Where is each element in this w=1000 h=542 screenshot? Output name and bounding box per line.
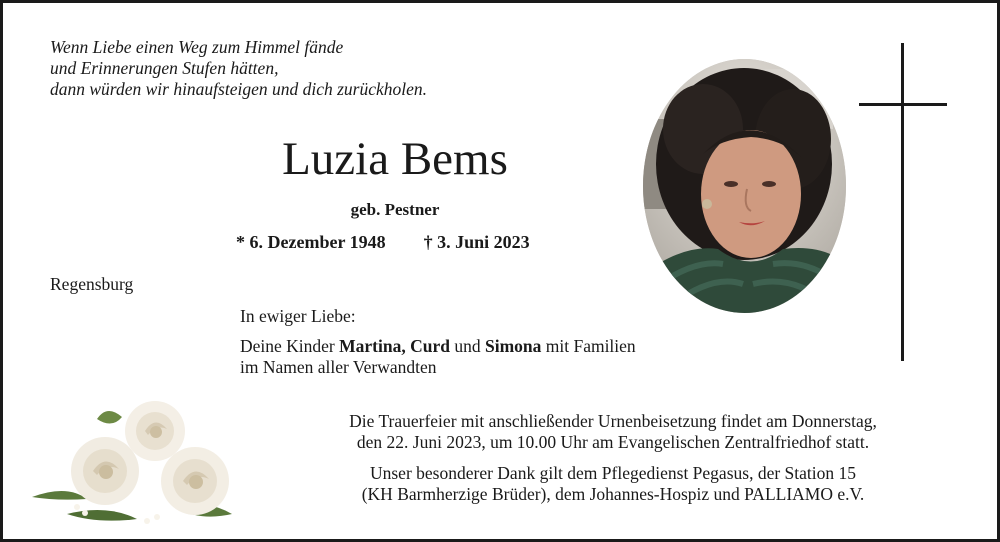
portrait-photo (643, 59, 846, 313)
funeral-info-line: Die Trauerfeier mit anschließender Urnenbeisetzung findet am Donnerstag, (349, 411, 877, 431)
life-dates (236, 232, 530, 253)
maiden-name: geb. Pestner (350, 200, 440, 219)
thanks-line: Unser besonderer Dank gilt dem Pflegedienst Pegasus, der Station 15 (369, 463, 856, 483)
poem-line: dann würden wir hinaufsteigen und dich zurückholen. (50, 79, 428, 99)
funeral-info-line: den 22. Juni 2023, um 10.00 Uhr am Evangelischen Zentralfriedhof statt. (356, 432, 870, 452)
white-roses-image (27, 389, 247, 539)
portrait-image (643, 59, 846, 313)
funeral-notice (258, 411, 968, 505)
poem-line: und Erinnerungen Stufen hätten, (50, 58, 279, 78)
rose-top (125, 401, 185, 461)
mourners-line (240, 336, 636, 357)
thanks-line: (KH Barmherzige Brüder), dem Johannes-Hospiz und PALLIAMO e.V. (361, 484, 865, 504)
place-of-residence: Regensburg (50, 274, 134, 294)
rose-left (71, 437, 139, 505)
mourners-line-2: im Namen aller Verwandten (240, 357, 437, 377)
mourners-text: Deine Kinder (240, 336, 340, 356)
mourners-intro: In ewiger Liebe: (240, 306, 356, 326)
death-date: † 3. Juni 2023 (423, 232, 530, 252)
poem-line: Wenn Liebe einen Weg zum Himmel fände (50, 37, 344, 57)
birth-date: * 6. Dezember 1948 (236, 232, 386, 252)
mourners-block (240, 306, 636, 378)
mourners-names: Martina, Curd (339, 336, 450, 356)
mourners-text: mit Familien (541, 336, 636, 356)
rose-right (161, 447, 229, 515)
mourners-names: Simona (484, 336, 542, 356)
cross-icon (859, 43, 947, 361)
mourners-text: und (449, 336, 485, 356)
memorial-poem (50, 37, 427, 100)
deceased-name: Luzia Bems (282, 133, 508, 185)
